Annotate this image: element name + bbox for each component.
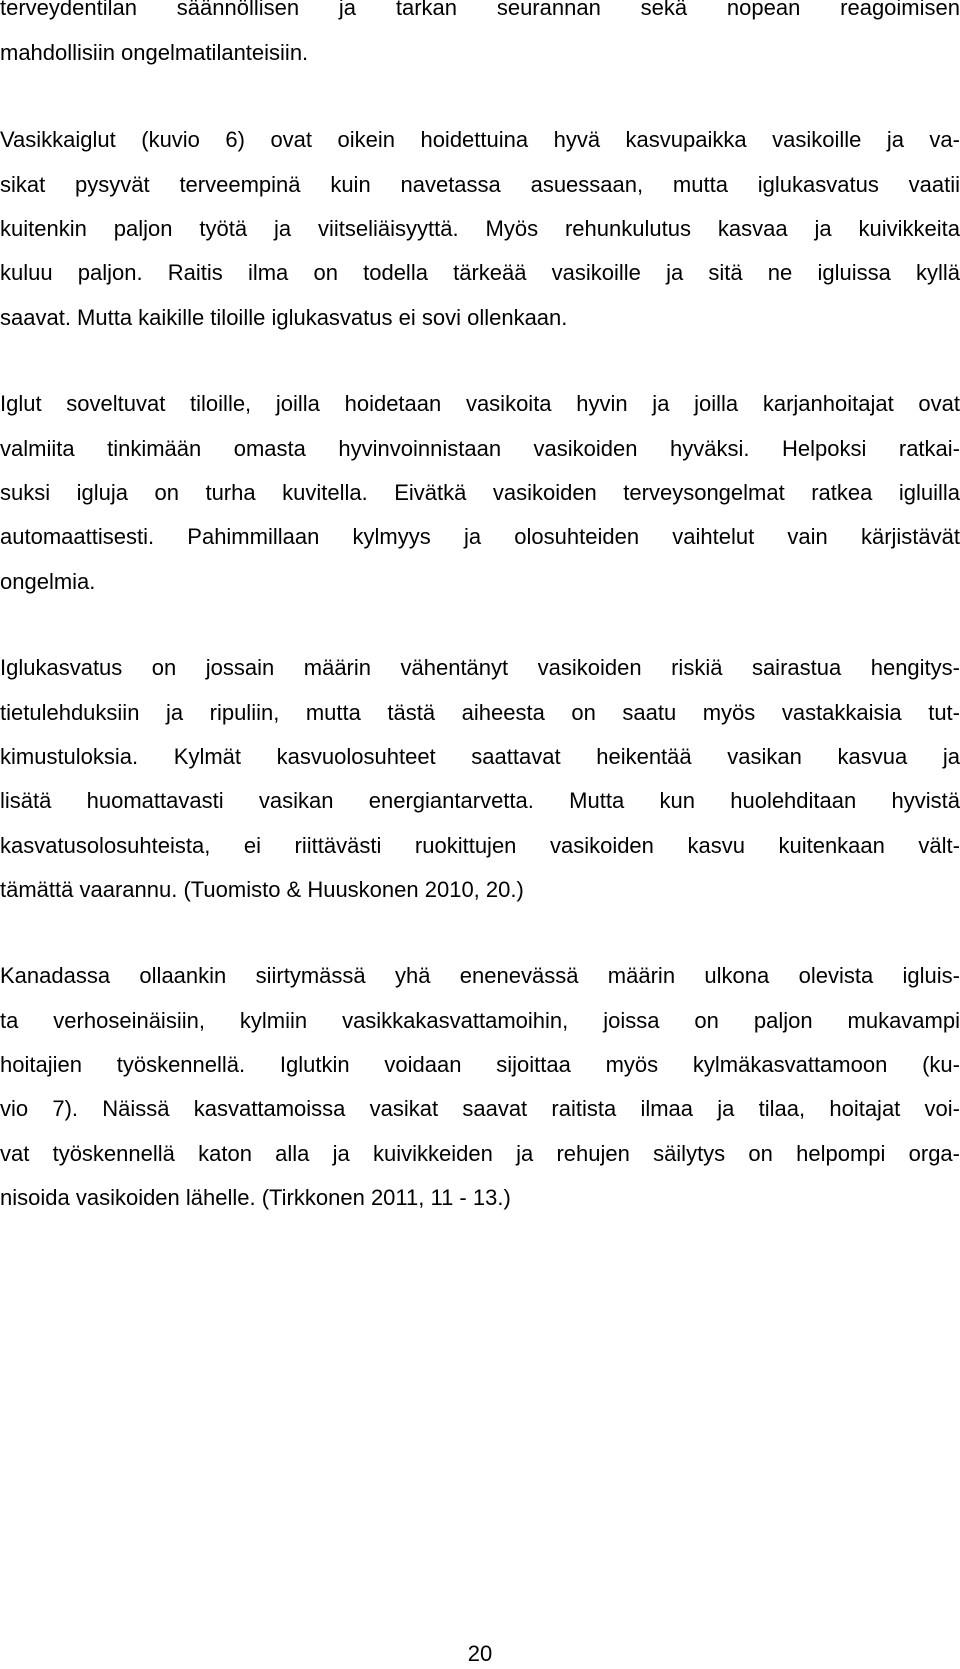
text-line: Vasikkaiglut (kuvio 6) ovat oikein hoidettuina hyvä kasvupaikka vasikoille ja va-	[0, 127, 960, 152]
text-line: Kanadassa ollaankin siirtymässä yhä enenevässä määrin ulkona olevista igluis-	[0, 963, 960, 988]
text-line: automaattisesti. Pahimmillaan kylmyys ja olosuhteiden vaihtelut vain kärjistävät	[0, 524, 960, 549]
text-line: hoitajien työskennellä. Iglutkin voidaan sijoittaa myös kylmäkasvattamoon (ku-	[0, 1052, 960, 1077]
text-line: mahdollisiin ongelmatilanteisiin.	[0, 40, 309, 65]
text-line: ongelmia.	[0, 569, 96, 594]
text-line: Iglut soveltuvat tiloille, joilla hoidetaan vasikoita hyvin ja joilla karjanhoitajat ovat	[0, 391, 960, 416]
text-line: tämättä vaarannu. (Tuomisto & Huuskonen 2010, 20.)	[0, 877, 524, 902]
text-line: nisoida vasikoiden lähelle. (Tirkkonen 2011, 11 - 13.)	[0, 1185, 511, 1210]
text-line: lisätä huomattavasti vasikan energiantarvetta. Mutta kun huolehditaan hyvistä	[0, 788, 960, 813]
text-line: vio 7). Näissä kasvattamoissa vasikat saavat raitista ilmaa ja tilaa, hoitajat voi-	[0, 1096, 960, 1121]
text-line: valmiita tinkimään omasta hyvinvoinnistaan vasikoiden hyväksi. Helpoksi ratkai-	[0, 436, 960, 461]
text-line: kuitenkin paljon työtä ja viitseliäisyyttä. Myös rehunkulutus kasvaa ja kuivikkeita	[0, 216, 960, 241]
text-line: kasvatusolosuhteista, ei riittävästi ruokittujen vasikoiden kasvu kuitenkaan vält-	[0, 833, 960, 858]
text-line: ta verhoseinäisiin, kylmiin vasikkakasvattamoihin, joissa on paljon mukavampi	[0, 1008, 960, 1033]
text-line: kimustuloksia. Kylmät kasvuolosuhteet saattavat heikentää vasikan kasvua ja	[0, 744, 960, 769]
text-line: suksi igluja on turha kuvitella. Eivätkä vasikoiden terveysongelmat ratkea igluilla	[0, 480, 960, 505]
text-line: tietulehduksiin ja ripuliin, mutta tästä aiheesta on saatu myös vastakkaisia tut-	[0, 700, 960, 725]
text-line: terveydentilan säännöllisen ja tarkan seurannan sekä nopean reagoimisen	[0, 0, 960, 20]
page-number: 20	[467, 1641, 493, 1666]
text-line: sikat pysyvät terveempinä kuin navetassa asuessaan, mutta iglukasvatus vaatii	[0, 172, 960, 197]
text-line: kuluu paljon. Raitis ilma on todella tärkeää vasikoille ja sitä ne igluissa kyllä	[0, 260, 960, 285]
text-line: vat työskennellä katon alla ja kuivikkeiden ja rehujen säilytys on helpompi orga-	[0, 1141, 960, 1166]
text-line: saavat. Mutta kaikille tiloille iglukasvatus ei sovi ollenkaan.	[0, 305, 568, 330]
text-line: Iglukasvatus on jossain määrin vähentänyt vasikoiden riskiä sairastua hengitys-	[0, 655, 960, 680]
